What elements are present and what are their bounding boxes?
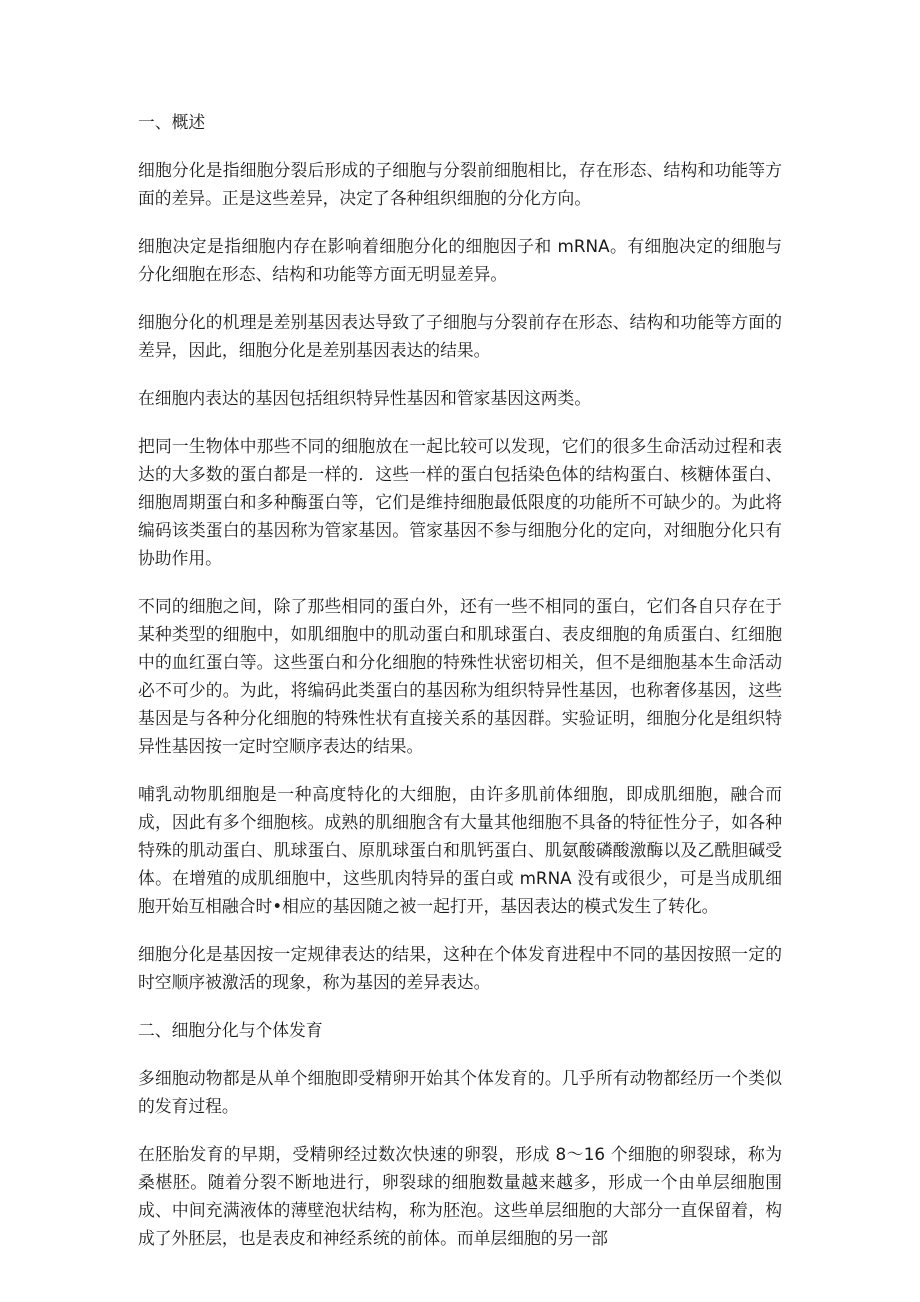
paragraph: 在胚胎发育的早期，受精卵经过数次快速的卵裂，形成 8～16 个细胞的卵裂球，称为桑椹胚。随着分裂不断地进行，卵裂球的细胞数量越来越多，形成一个由单层细胞围成、中间充满液体的薄壁泡状结构，称为胚泡。这些单层细胞的大部分一直保留着，构成了外胚层，也是表皮和神经系统的前体。而单层细胞的另一部 — [138, 1144, 782, 1248]
paragraph: 不同的细胞之间，除了那些相同的蛋白外，还有一些不相同的蛋白，它们各自只存在于某种类型的细胞中，如肌细胞中的肌动蛋白和肌球蛋白、表皮细胞的角质蛋白、红细胞中的血红蛋白等。这些蛋白和分化细胞的特殊性状密切相关，但不是细胞基本生命活动必不可少的。为此，将编码此类蛋白的基因称为组织特异性基因，也称奢侈基因，这些基因是与各种分化细胞的特殊性状有直接关系的基因群。实验证明，细胞分化是组织特异性基因按一定时空顺序表达的结果。 — [138, 596, 782, 756]
section-heading-development: 二、细胞分化与个体发育 — [138, 1020, 323, 1040]
paragraph: 哺乳动物肌细胞是一种高度特化的大细胞，由许多肌前体细胞，即成肌细胞，融合而成，因此有多个细胞核。成熟的肌细胞含有大量其他细胞不具备的特征性分子，如各种特殊的肌动蛋白、肌球蛋白、原肌球蛋白和肌钙蛋白、肌氨酸磷酸激酶以及乙酰胆碱受体。在增殖的成肌细胞中，这些肌肉特异的蛋白或 mRNA 没有或很少，可是当成肌细胞开始互相融合时•相应的基因随之被一起打开，基因表达的模式发生了转化。 — [138, 784, 782, 916]
section-heading-overview: 一、概述 — [138, 112, 206, 132]
paragraph: 细胞分化的机理是差别基因表达导致了子细胞与分裂前存在形态、结构和功能等方面的差异，因此，细胞分化是差别基因表达的结果。 — [138, 312, 782, 360]
paragraph: 细胞分化是基因按一定规律表达的结果，这种在个体发育进程中不同的基因按照一定的时空顺序被激活的现象，称为基因的差异表达。 — [138, 944, 782, 992]
paragraph: 细胞分化是指细胞分裂后形成的子细胞与分裂前细胞相比，存在形态、结构和功能等方面的差异。正是这些差异，决定了各种组织细胞的分化方向。 — [138, 160, 782, 208]
document-body — [138, 108, 782, 1272]
paragraph: 多细胞动物都是从单个细胞即受精卵开始其个体发育的。几乎所有动物都经历一个类似的发育过程。 — [138, 1068, 782, 1116]
paragraph: 细胞决定是指细胞内存在影响着细胞分化的细胞因子和 mRNA。有细胞决定的细胞与分化细胞在形态、结构和功能等方面无明显差异。 — [138, 236, 782, 284]
paragraph: 在细胞内表达的基因包括组织特异性基因和管家基因这两类。 — [138, 388, 592, 408]
paragraph: 把同一生物体中那些不同的细胞放在一起比较可以发现，它们的很多生命活动过程和表达的大多数的蛋白都是一样的．这些一样的蛋白包括染色体的结构蛋白、核糖体蛋白、细胞周期蛋白和多种酶蛋白等，它们是维持细胞最低限度的功能所不可缺少的。为此将编码该类蛋白的基因称为管家基因。管家基因不参与细胞分化的定向，对细胞分化只有协助作用。 — [138, 436, 782, 568]
